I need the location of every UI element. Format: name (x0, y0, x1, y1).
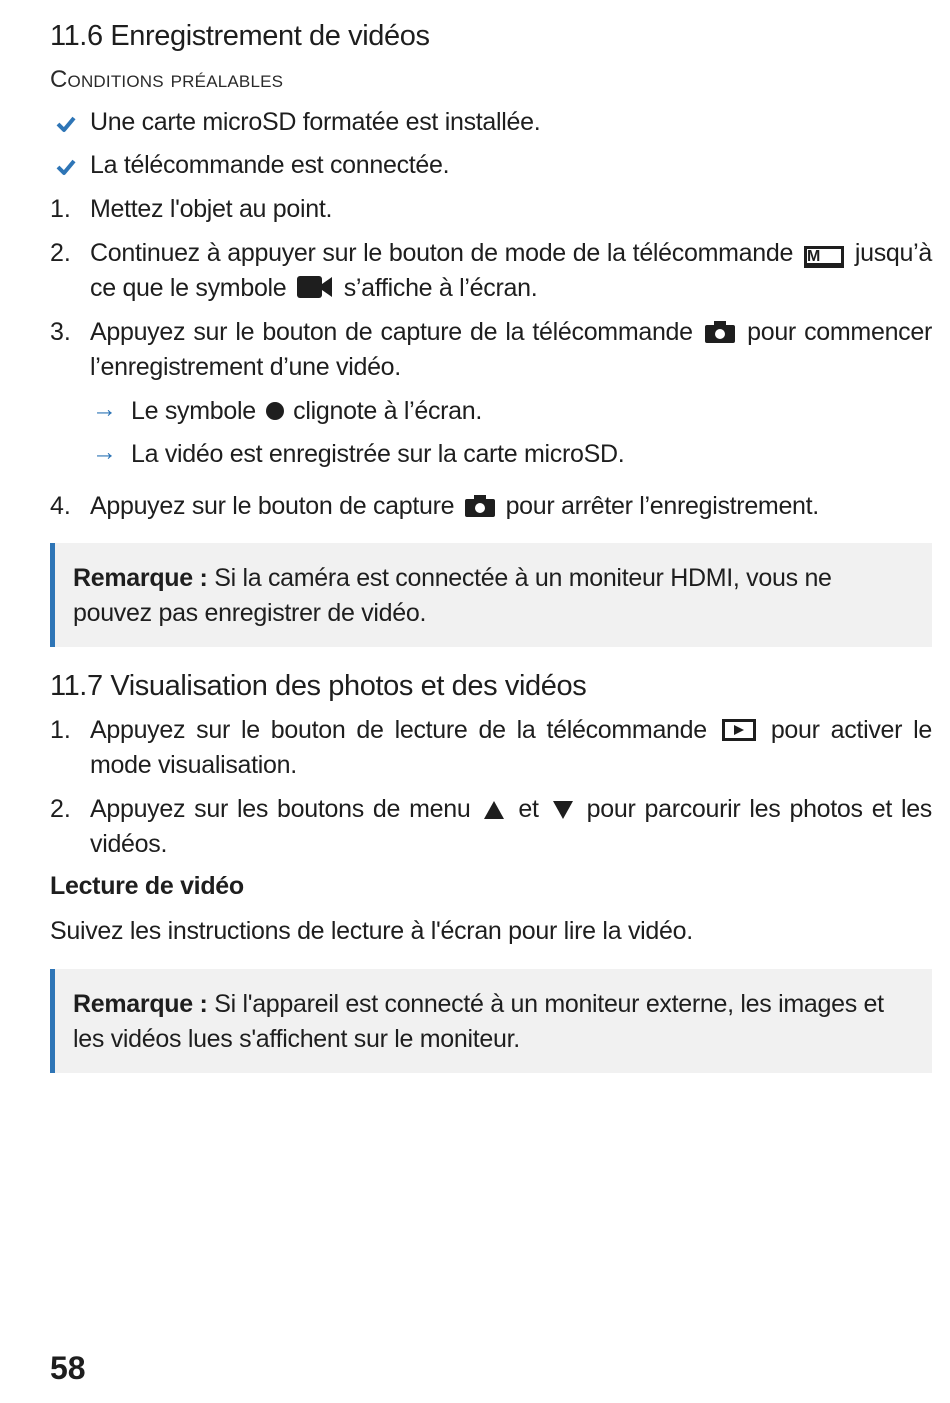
playback-icon (722, 719, 756, 741)
record-dot-icon (265, 401, 285, 421)
down-triangle-icon (552, 800, 574, 820)
step-number: 2. (50, 795, 71, 823)
section-title-viewing: 11.7 Visualisation des photos et des vidéos (50, 670, 587, 702)
step-number: 1. (50, 716, 71, 744)
page-number: 58 (50, 1350, 86, 1386)
result-text: Le symbole clignote à l’écran. (131, 397, 483, 425)
prerequisite-item: Une carte microSD formatée est installée. (90, 108, 541, 136)
video-camera-icon (297, 275, 333, 299)
sub-heading-video-playback: Lecture de vidéo (50, 872, 244, 900)
camera-icon (705, 321, 735, 343)
note-label: Remarque : (73, 564, 208, 592)
step-text: Appuyez sur le bouton de capture pour arrêter l’enregistrement. (90, 492, 819, 520)
note-text: Si l'appareil est connecté à un moniteur externe, les images et les vidéos lues s'affichent sur le moniteur. (73, 990, 884, 1053)
up-triangle-icon (483, 800, 505, 820)
checkmark-icon (56, 114, 76, 134)
prerequisite-item: La télécommande est connectée. (90, 151, 450, 179)
result-arrow-icon: → (92, 438, 117, 466)
camera-icon (465, 495, 495, 517)
result-text: La vidéo est enregistrée sur la carte microSD. (131, 440, 625, 468)
step-text: Appuyez sur le bouton de capture de la télécommande pour commencer l’enregistrement d’une vidéo. (90, 318, 932, 381)
step-text: Mettez l'objet au point. (90, 195, 333, 223)
checkmark-icon (56, 157, 76, 177)
note-text: Si la caméra est connectée à un moniteur HDMI, vous ne pouvez pas enregistrer de vidéo. (73, 564, 832, 627)
step-number: 3. (50, 318, 71, 346)
step-text: Appuyez sur le bouton de lecture de la télécommande pour activer le mode visualisation. (90, 716, 932, 779)
step-text: Continuez à appuyer sur le bouton de mode de la télécommande M jusqu’à ce que le symbole s’affiche à l’écran. (90, 239, 932, 302)
paragraph: Suivez les instructions de lecture à l'écran pour lire la vidéo. (50, 917, 693, 945)
note-box (50, 969, 932, 1073)
mode-button-icon: M (804, 246, 844, 268)
section-title-recording: 11.6 Enregistrement de vidéos (50, 20, 430, 52)
result-arrow-icon: → (92, 395, 117, 423)
step-number: 4. (50, 492, 71, 520)
prerequisites-label: Conditions préalables (50, 66, 284, 93)
step-number: 1. (50, 195, 71, 223)
note-label: Remarque : (73, 990, 208, 1018)
step-number: 2. (50, 239, 71, 267)
note-box (50, 543, 932, 647)
step-text: Appuyez sur les boutons de menu et pour parcourir les photos et les vidéos. (90, 795, 933, 858)
